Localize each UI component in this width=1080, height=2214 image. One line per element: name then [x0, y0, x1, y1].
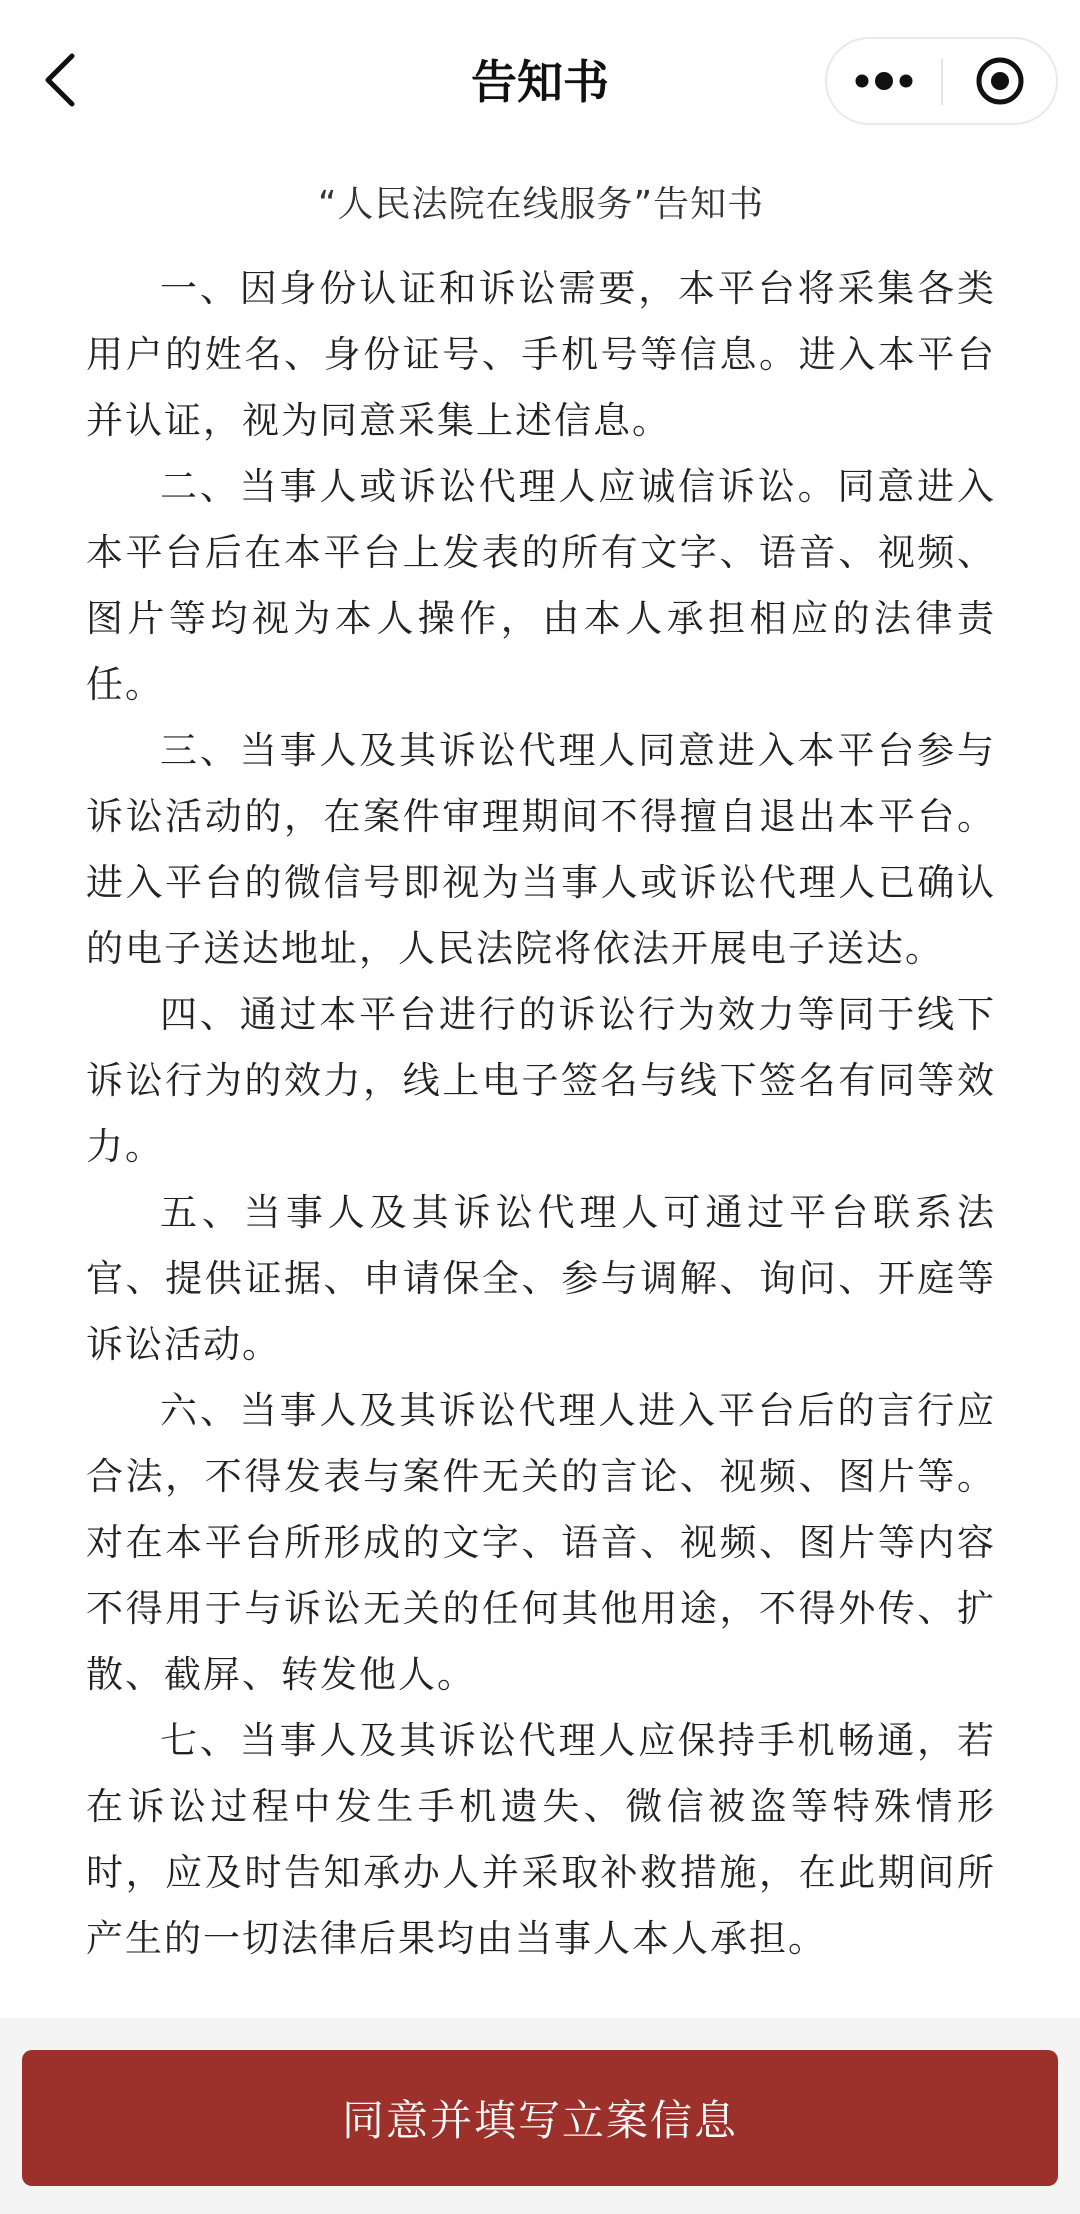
- clause-2: 二、当事人或诉讼代理人应诚信诉讼。同意进入本平台后在本平台上发表的所有文字、语音、视频、图片等均视为本人操作，由本人承担相应的法律责任。: [86, 465, 996, 706]
- clause-5: 五、当事人及其诉讼代理人可通过平台联系法官、提供证据、申请保全、参与调解、询问、开庭等诉讼活动。: [86, 1191, 996, 1366]
- mini-program-capsule: [825, 37, 1058, 125]
- agree-and-fill-case-info-button[interactable]: 同意并填写立案信息: [22, 2050, 1058, 2186]
- more-button[interactable]: [827, 39, 941, 123]
- close-mini-program-button[interactable]: [943, 39, 1056, 123]
- notice-content[interactable]: [86, 172, 996, 2018]
- clause-4: 四、通过本平台进行的诉讼行为效力等同于线下诉讼行为的效力，线上电子签名与线下签名有同等效力。: [86, 993, 996, 1168]
- notice-title: “人民法院在线服务”告知书: [317, 184, 765, 225]
- clause-1: 一、因身份认证和诉讼需要，本平台将采集各类用户的姓名、身份证号、手机号等信息。进入本平台并认证，视为同意采集上述信息。: [86, 267, 996, 442]
- back-button[interactable]: [28, 42, 92, 118]
- notice-clauses: [86, 256, 996, 1972]
- clause-3: 三、当事人及其诉讼代理人同意进入本平台参与诉讼活动的，在案件审理期间不得擅自退出本平台。进入平台的微信号即视为当事人或诉讼代理人已确认的电子送达地址，人民法院将依法开展电子送达。: [86, 729, 996, 970]
- footer-bar: [0, 2018, 1080, 2214]
- clause-6: 六、当事人及其诉讼代理人进入平台后的言行应合法，不得发表与案件无关的言论、视频、图片等。对在本平台所形成的文字、语音、视频、图片等内容不得用于与诉讼无关的任何其他用途，不得外传、扩散、截屏、转发他人。: [86, 1389, 996, 1696]
- more-dots-icon: [854, 71, 914, 91]
- chevron-left-icon: [40, 50, 80, 110]
- target-circle-icon: [974, 55, 1026, 107]
- page-title: 告知书: [471, 55, 609, 109]
- navigation-bar: [0, 0, 1080, 160]
- clause-7: 七、当事人及其诉讼代理人应保持手机畅通，若在诉讼过程中发生手机遗失、微信被盗等特殊情形时，应及时告知承办人并采取补救措施，在此期间所产生的一切法律后果均由当事人本人承担。: [86, 1719, 996, 1960]
